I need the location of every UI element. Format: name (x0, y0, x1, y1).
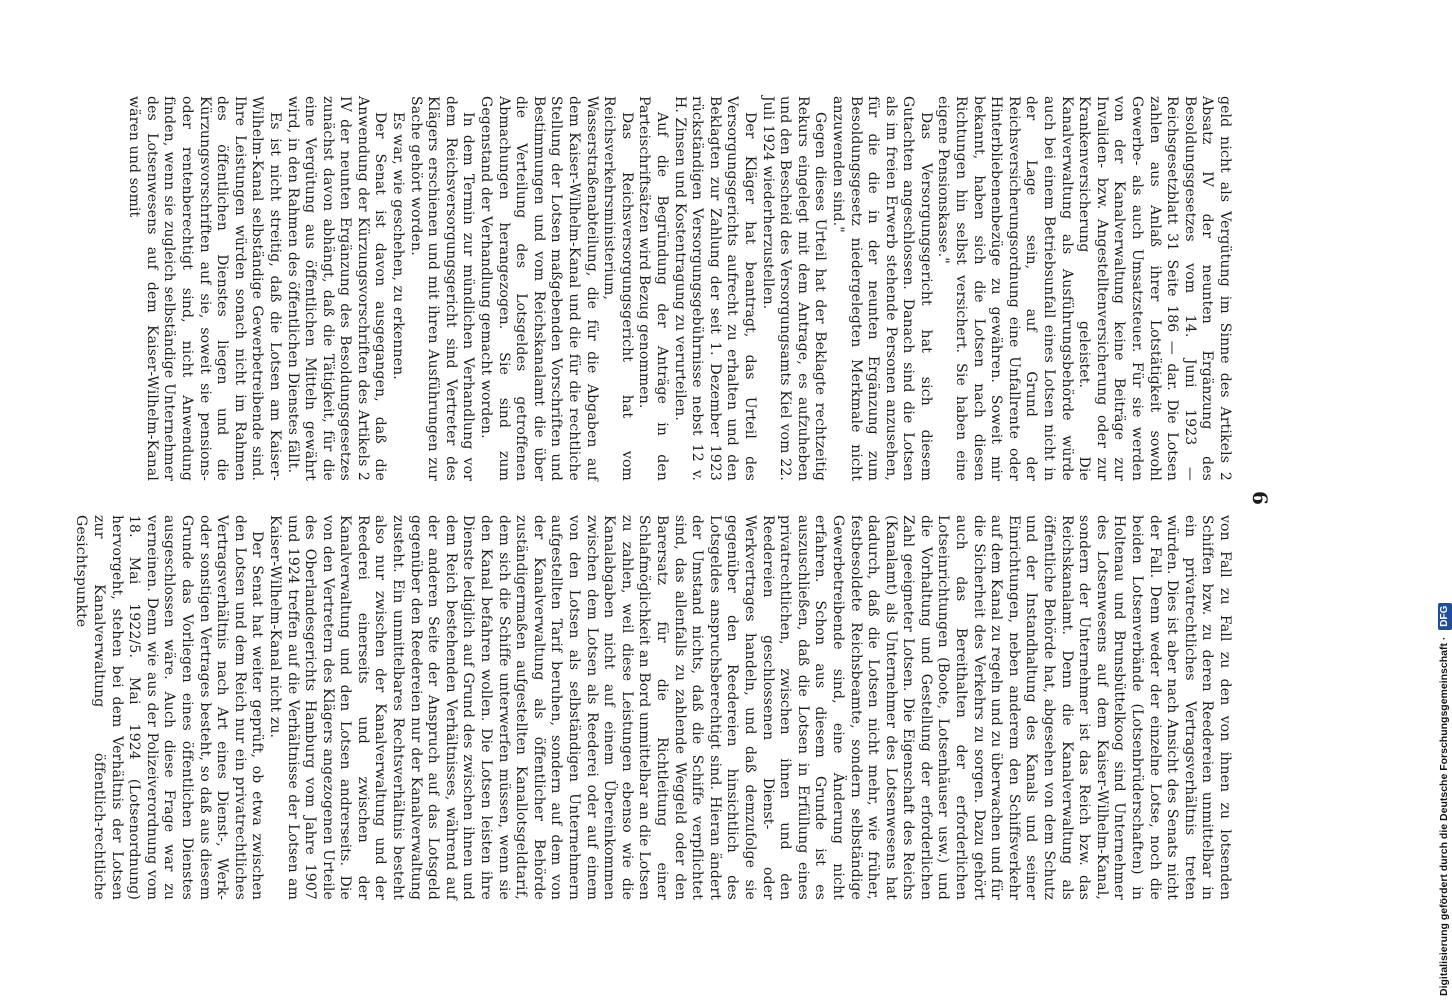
paragraph: geld nicht als Vergütung im Sinne des Artikels 2 Absatz IV der neunten Ergänzung des Besoldungsgesetzes vom 14. Juni 1923 — Reichsgesetzblatt 31 Seite 186 — dar. Die Lotsen zahlen aus Anlaß ihrer Lotstätigkeit sowohl Gewerbe- als auch Umsatzsteuer. Für sie werden von der Kanalverwaltung keine Beiträge zur Invaliden- bzw. Angestelltenversicherung oder zur Krankenversicherung geleistet. Die Kanalverwaltung als Ausführungsbehörde würde auch bei einem Betriebsunfall eines Lotsen nicht in der Lage sein, auf Grund der Reichsversicherungsordnung eine Unfallrente oder Hinterbliebenenbezüge zu gewähren. Soweit mir bekannt, haben sich die Lotsen nach diesen Richtungen hin selbst versichert. Sie haben eine eigene Pensionskasse." (935, 96, 1233, 481)
left-column (123, 96, 1233, 481)
paragraph: Der Senat hat weiter geprüft, ob etwa zwischen den Lotsen und dem Reich nur ein privatrechtliches Vertragsverhältnis nach Art eines Dienst-, Werk- oder sonstigen Vertrages besteht, so daß aus diesem Grunde das Vorliegen eines öffentlichen Dienstes ausgeschlossen wäre. Auch diese Frage war zu verneinen. Denn wie aus der Polizeiverordnung vom 18. Mai 1922/5. Mai 1924 (Lotsenordnung) hervorgeht, stehen bei dem Verhältnis der Lotsen zur Kanalverwaltung öffentlich-rechtliche Gesichtspunkte (73, 515, 266, 900)
dfg-credit-line (1436, 6, 1452, 996)
paragraph: Es war, wie geschehen, zu erkennen. (390, 112, 407, 380)
paragraph: In dem Termin zur mündlichen Verhandlung vor dem Reichsversorgungsgericht sind Vertreter des Klägers erschienen und mit ihren Ausführungen zur Sache gehört worden. (407, 96, 477, 481)
rotated-document-page (73, 96, 1277, 900)
paragraph: von Fall zu Fall zu den von ihnen zu lotsenden Schiffen bzw. zu deren Reedereien unmittelbar in ein privatrechtliches Vertragsverhältnis treten würden. Dies ist aber nach Ansicht des Senats nicht der Fall. Denn weder der einzelne Lotse, noch die beiden Lotsenverbände (Lotsenbrüderschaften) in Holtenau und Brunsbüttelkoog sind Unternehmer des Lotsenwesens auf dem Kaiser-Wilhelm-Kanal, sondern der Unternehmer ist das Reich bzw. das Reichskanalamt. Denn die Kanalverwaltung als öffentliche Behörde hat, abgesehen von dem Schutz und der Instandhaltung des Kanals und seiner Einrichtungen, neben anderem den Schiffsverkehr auf dem Kanal zu regeln und zu überwachen und für die Sicherheit des Verkehrs zu sorgen. Dazu gehört auch das Bereithalten der erforderlichen Lotseinrichtungen (Boote, Lotsenhäuser usw.) und die Vorhaltung und Gestellung der erforderlichen Zahl geeigneter Lotsen. Die Eigenschaft des Reichs (Kanalamt) als Unternehmer des Lotsenwesens hat dadurch, daß die Lotsen nicht mehr, wie früher, festbesoldete Reichsbeamte, sondern selbständige Gewerbetreibende sind, eine Änderung nicht erfahren. Schon aus diesem Grunde ist es auszuschließen, daß die Lotsen in Erfüllung eines privatrechtlichen, zwischen ihnen und den Reedereien geschlossenen Dienst- oder Werkvertrages handeln, und daß demzufolge sie gegenüber den Reedereien hinsichtlich des Lotsgeldes anspruchsberechtigt sind. Hieran ändert der Umstand nichts, daß die Schiffe verpflichtet sind, das allenfalls zu zahlende Weggeld oder den Barersatz für die Richtleitung einer Schlafmöglichkeit an Bord unmittelbar an die Lotsen zu zahlen, weil diese Leistungen ebenso wie die Kanalabgaben nicht auf einem Übereinkommen zwischen dem Lotsen als Reederei oder auf einem von den Lotsen als selbständigen Unternehmern aufgestellten Tarif beruhen, sondern auf dem von der Kanalverwaltung als öffentlicher Behörde zuständigermaßen aufgestellten Kanallotsgeldtarif, dem sich die Schiffe unterwerfen müssen, wenn sie den Kanal befahren wollen. Die Lotsen leisten ihre Dienste lediglich auf Grund des zwischen ihnen und dem Reich bestehenden Verhältnisses, während auf der anderen Seite der Anspruch auf das Lotsgeld gegenüber den Reedereien nur der Kanalverwaltung zusteht. Ein unmittelbares Rechtsverhältnis besteht also nur zwischen der Kanalverwaltung und der Reederei einerseits und zwischen der Kanalverwaltung und den Lotsen andrerseits. Die von den Vertretern des Klägers angezogenen Urteile des Oberlandesgerichts Hamburg vom Jahre 1907 und 1924 treffen auf die Verhältnisse der Lotsen am Kaiser-Wilhelm-Kanal nicht zu. (266, 515, 1233, 900)
text-columns (73, 96, 1233, 900)
dfg-logo: DFG (1438, 603, 1452, 630)
paragraph: Das Reichsversorgungsgericht hat vom Reichsverkehrsministerium, Wasserstraßenabteilung, die für die Abgaben auf dem Kaiser-Wilhelm-Kanal und die für die rechtliche Stellung der Lotsen maßgebenden Vorschriften und Bestimmungen und vom Reichskanalamt die über die Verteilung des Lotsgeldes getroffenen Abmachungen herangezogen. Sie sind zum Gegenstand der Verhandlung gemacht worden. (478, 96, 635, 481)
page-number: 6 (1248, 491, 1272, 505)
paragraph: Auf die Begründung der Anträge in den Parteischriftsätzen wird Bezug genommen. (636, 96, 670, 481)
right-column (73, 515, 1233, 900)
paragraph: Das Versorgungsgericht hat sich diesem Gutachten angeschlossen. Danach sind die Lotsen als im freien Erwerb stehende Personen anzusehen, für die die in der neunten Ergänzung zum Besoldungsgesetz niedergelegten Merkmale nicht anzuwenden sind." (829, 96, 934, 481)
paragraph: Es ist nicht streitig, daß die Lotsen am Kaiser-Wilhelm-Kanal selbständige Gewerbetreibende sind. Ihre Leistungen würden sonach nicht im Rahmen des öffentlichen Dienstes liegen und die Kürzungsvorschriften auf sie, soweit sie pensions- oder rentenberechtigt sind, nicht Anwendung finden, wenn sie zugleich selbständige Unternehmer des Lotsenwesens auf dem Kaiser-Wilhelm-Kanal wären und somit (126, 96, 283, 481)
credit-text: Digitalisierung gefördert durch die Deutsche Forschungsgemeinschaft · (1438, 636, 1450, 996)
paragraph: Gegen dieses Urteil hat der Beklagte rechtzeitig Rekurs eingelegt mit dem Antrage, es aufzuheben und den Bescheid des Versorgungsamts Kiel vom 22. Juli 1924 wiederherzustellen. (759, 96, 829, 481)
paragraph: Der Kläger hat beantragt, das Urteil des Versorgungsgerichts aufrecht zu erhalten und den Beklagten zur Zahlung der seit 1. Dezember 1923 rückständigen Versorgungsgebührnisse nebst 12 v. H. Zinsen und Kostentragung zu verurteilen. (671, 96, 758, 481)
paragraph: Der Senat ist davon ausgegangen, daß die Anwendung der Kürzungsvorschriften des Artikels 2 IV der neunten Ergänzung des Besoldungsgesetzes zunächst davon abhängt, daß die Tätigkeit, für die eine Vergütung aus öffentlichen Mitteln gewährt wird, in den Rahmen des öffentlichen Dienstes fällt. (284, 96, 389, 481)
